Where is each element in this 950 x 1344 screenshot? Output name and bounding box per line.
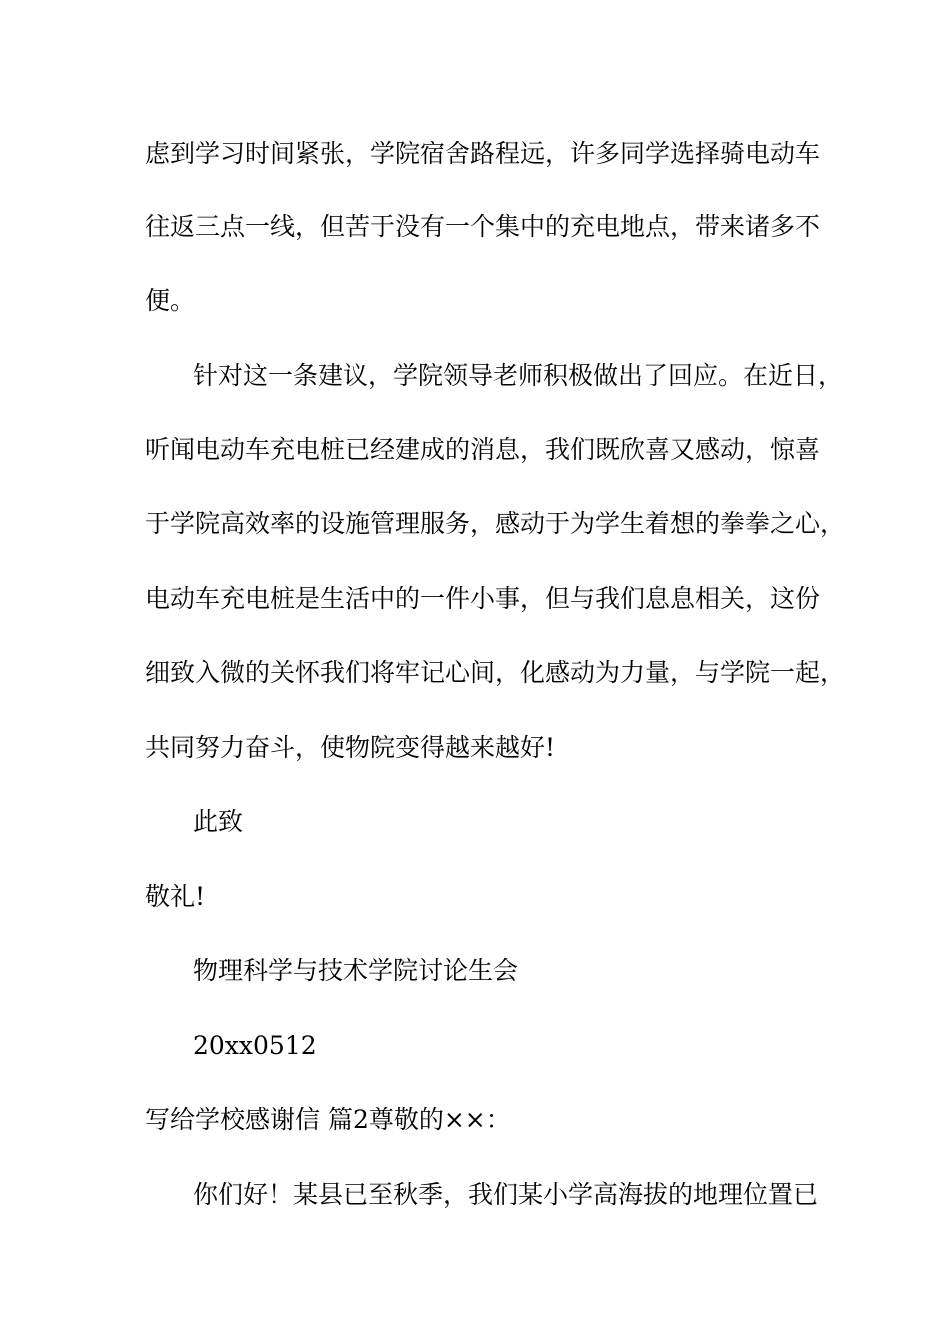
section-heading: 写给学校感谢信 篇2尊敬的××： — [145, 1105, 511, 1134]
closing-salutation: 此致 — [193, 807, 244, 836]
paragraph-line: 听闻电动车充电桩已经建成的消息，我们既欣喜又感动，惊喜 — [145, 435, 821, 464]
paragraph-line: 你们好！某县已至秋季，我们某小学高海拔的地理位置已 — [193, 1180, 819, 1209]
paragraph-line: 于学院高效率的设施管理服务，感动于为学生着想的拳拳之心， — [145, 509, 846, 538]
signature-date: 20xx0512 — [193, 1031, 317, 1060]
signature-organization: 物理科学与技术学院讨论生会 — [193, 956, 519, 985]
paragraph-line: 便。 — [145, 286, 196, 315]
closing-respect: 敬礼! — [145, 882, 206, 911]
paragraph-line: 往返三点一线，但苦于没有一个集中的充电地点，带来诸多不 — [145, 212, 821, 241]
paragraph-line: 针对这一条建议，学院领导老师积极做出了回应。在近日， — [193, 361, 844, 390]
paragraph-line: 细致入微的关怀我们将牢记心间，化感动为力量，与学院一起， — [145, 658, 846, 687]
paragraph-line: 共同努力奋斗，使物院变得越来越好! — [145, 733, 556, 762]
paragraph-line: 电动车充电桩是生活中的一件小事，但与我们息息相关，这份 — [145, 584, 821, 613]
paragraph-line: 虑到学习时间紧张，学院宿舍路程远，许多同学选择骑电动车 — [145, 139, 821, 168]
